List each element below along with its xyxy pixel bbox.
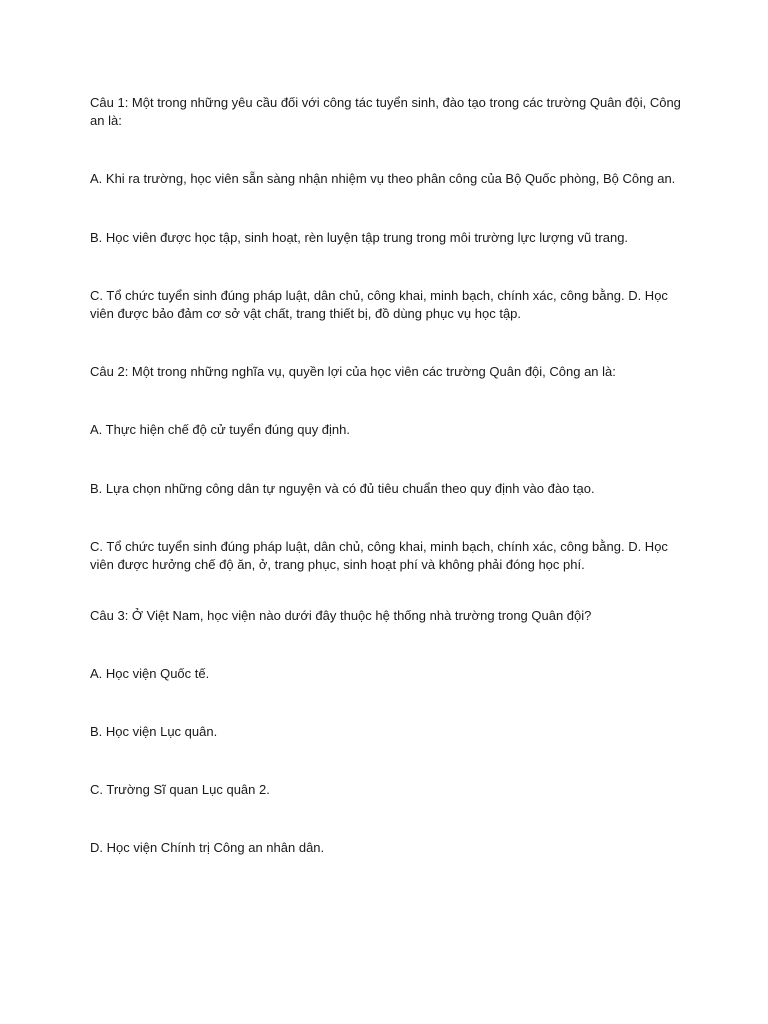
question-1-text: Câu 1: Một trong những yêu cầu đối với công tác tuyển sinh, đào tạo trong các trường Quân đội, Công an là: (90, 95, 681, 128)
question-2-option-b: B. Lựa chọn những công dân tự nguyện và có đủ tiêu chuẩn theo quy định vào đào tạo. (90, 481, 595, 496)
question-2-option-a: A. Thực hiện chế độ cử tuyển đúng quy định. (90, 422, 350, 437)
question-3-option-a: A. Học viện Quốc tế. (90, 666, 210, 681)
question-3-option-d: D. Học viện Chính trị Công an nhân dân. (90, 840, 325, 855)
question-3-text: Câu 3: Ở Việt Nam, học viện nào dưới đây thuộc hệ thống nhà trường trong Quân đội? (90, 608, 592, 623)
question-2-option-c-d: C. Tổ chức tuyển sinh đúng pháp luật, dân chủ, công khai, minh bạch, chính xác, công bằng. D. Học viên được hưởng chế độ ăn, ở, trang phục, sinh hoạt phí và không phải đóng học phí. (90, 539, 668, 572)
question-1-option-c-d: C. Tổ chức tuyển sinh đúng pháp luật, dân chủ, công khai, minh bạch, chính xác, công bằng. D. Học viên được bảo đảm cơ sở vật chất, trang thiết bị, đồ dùng phục vụ học tập. (90, 288, 668, 321)
question-1-option-b: B. Học viên được học tập, sinh hoạt, rèn luyện tập trung trong môi trường lực lượng vũ trang. (90, 230, 629, 245)
question-3-option-c: C. Trường Sĩ quan Lục quân 2. (90, 782, 270, 797)
question-1-option-a: A. Khi ra trường, học viên sẵn sàng nhận nhiệm vụ theo phân công của Bộ Quốc phòng, Bộ Công an. (90, 171, 676, 186)
question-3-option-b: B. Học viện Lục quân. (90, 724, 218, 739)
question-2-text: Câu 2: Một trong những nghĩa vụ, quyền lợi của học viên các trường Quân đội, Công an là: (90, 364, 616, 379)
